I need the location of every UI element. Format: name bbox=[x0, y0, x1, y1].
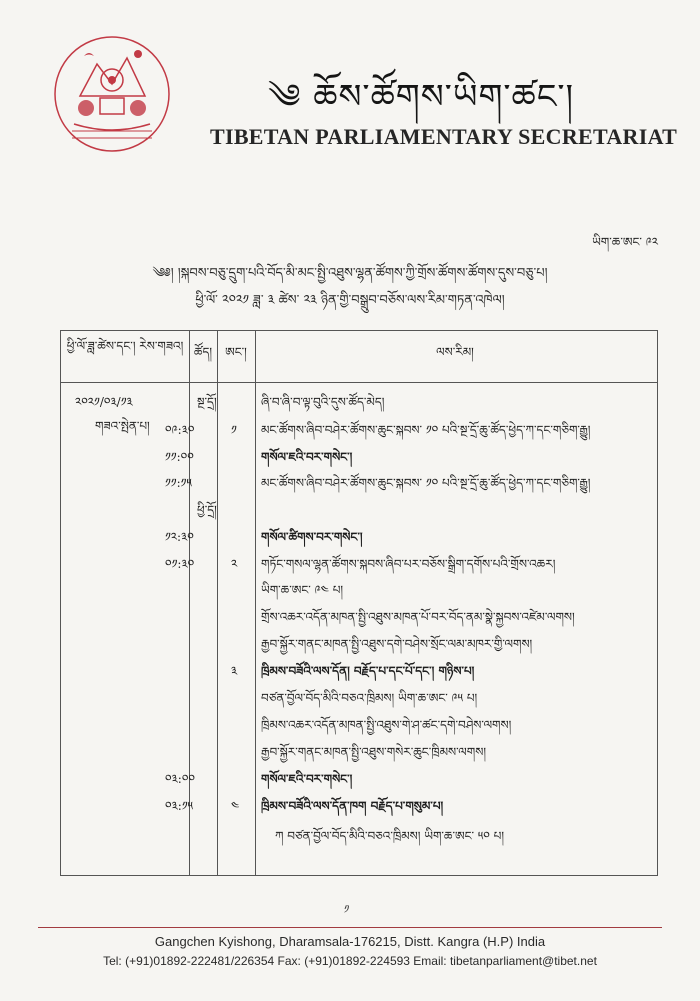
time-cell: ༠༡:༣༠ bbox=[165, 557, 195, 571]
document-heading: ༄༅། །སྐབས་བཅུ་དྲུག་པའི་བོད་མི་མང་སྤྱི་འཐུས་ལྷན་ཚོགས་ཀྱི་གྲོས་ཚོགས་ཚོགས་དུས་བཅུ་པ། bbox=[152, 266, 548, 281]
time-cell: ༠༣:༡༥ bbox=[165, 799, 193, 813]
agenda-line: མང་ཚོགས་ཞིབ་བཤེར་ཚོགས་ཆུང་སྐབས་ ༡༠ པའི་སྔ་དྲོ་ཆུ་ཚོད་ཕྱེད་ཀ་དང་གཅིག་རྒྱུ། bbox=[261, 476, 591, 490]
agenda-line: ཁྲིམས་བཟོའི་ལས་དོན་ཁག བརྗོད་པ་གསུམ་པ། bbox=[261, 799, 444, 813]
time-cell: ༠༣:༠༠ bbox=[165, 772, 195, 786]
header-divider bbox=[61, 382, 657, 383]
agenda-line: ཁྲིམས་བཟོའི་ལས་དོན། བརྗོད་པ་དང་པོ་དང་། གཉིས་པ། bbox=[261, 664, 475, 678]
agenda-line: གསོལ་ཇའི་བར་གསེང་། bbox=[261, 450, 353, 464]
agenda-line: གསོལ་ཚིགས་བར་གསེང་། bbox=[261, 530, 363, 544]
footer-divider bbox=[38, 927, 662, 928]
document-subheading: ཕྱི་ལོ་ ༢༠༢༡ ཟླ་ ༣ ཚེས་ ༢༣ ཉིན་གྱི་བསྒྲུབ་བཅོས་ལས་རིམ་གཏན་འཁེལ། bbox=[195, 293, 505, 308]
item-number: ༢ bbox=[231, 557, 238, 571]
agenda-line: ཞི་བ་ཞི་བ་ལྟ་བུའི་དུས་ཚོད་མེད། bbox=[261, 395, 385, 409]
time-cell: ༡༢:༣༠ bbox=[165, 530, 194, 544]
agenda-line: གྲོས་འཆར་འདོན་མཁན་སྤྱི་འཐུས་མཁན་པོ་བར་བོད་ནམ་སྣེ་སྐྱབས་འཛེམ་ལགས། bbox=[261, 610, 575, 624]
reference-number: ཡིག་ཆ་ཨང་ ༩༢ bbox=[592, 235, 658, 249]
time-cell: ༡༡:༠༠ bbox=[165, 450, 194, 464]
date-value: ༢༠༢༡/༠༣/༡༣ bbox=[75, 395, 133, 409]
seal-icon bbox=[52, 34, 172, 154]
column-divider bbox=[217, 331, 218, 875]
agenda-table bbox=[60, 330, 658, 876]
agenda-line: ཡིག་ཆ་ཨང་ ༩༤ པ། bbox=[261, 583, 344, 597]
agenda-line: མང་ཚོགས་ཞིབ་བཤེར་ཚོགས་ཆུང་སྐབས་ ༡༠ པའི་སྔ་དྲོ་ཆུ་ཚོད་ཕྱེད་ཀ་དང་གཅིག་རྒྱུ། bbox=[261, 423, 591, 437]
time-cell: ༡༡:༡༥ bbox=[165, 476, 192, 490]
day-value: གཟའ་སྤེན་པ། bbox=[95, 419, 150, 433]
agenda-line: རྒྱབ་སྐྱོར་གནང་མཁན་སྤྱི་འཐུས་དགེ་བཤེས་སྲོང་ལམ་མཁར་གྱི་ལགས། bbox=[261, 637, 533, 651]
agenda-line: ཀ བཙན་བྱོལ་བོད་མིའི་བཅའ་ཁྲིམས། ཡིག་ཆ་ཨང་ ༥༠ པ། bbox=[275, 829, 504, 843]
agenda-line: བཙན་བྱོལ་བོད་མིའི་བཅའ་ཁྲིམས། ཡིག་ཆ་ཨང་ ༩༥ པ། bbox=[261, 691, 478, 705]
item-number: ༤ bbox=[231, 799, 240, 813]
header-agenda: ལས་རིམ། bbox=[436, 345, 474, 359]
item-number: ༡ bbox=[231, 423, 237, 437]
agenda-line: གསོལ་ཇའི་བར་གསེང་། bbox=[261, 772, 353, 786]
item-number: ༣ bbox=[231, 664, 238, 678]
tibetan-title: ༄ ཆོས་ཚོགས་ཡིག་ཚང་། bbox=[268, 77, 575, 117]
agenda-line: རྒྱབ་སྐྱོར་གནང་མཁན་སྤྱི་འཐུས་གསེར་ཆུང་ཁྲིམས་ལགས། bbox=[261, 745, 486, 759]
agenda-line: གཏོང་གསལ་ལྷན་ཚོགས་སྐབས་ཞིབ་པར་བཅོས་སྒྲིག་དགོས་པའི་གྲོས་འཆར། bbox=[261, 557, 556, 571]
emblem-logo bbox=[52, 34, 172, 154]
agenda-line: ཁྲིམས་འཆར་འདོན་མཁན་སྤྱི་འཐུས་གེ་ཤ་ཚང་དགེ་བཤེས་ལགས། bbox=[261, 718, 512, 732]
morning-label: སྔ་དྲོ། bbox=[197, 395, 217, 409]
afternoon-label: ཕྱི་དྲོ། bbox=[197, 503, 217, 517]
page-number: ༡ bbox=[344, 903, 350, 916]
column-divider bbox=[255, 331, 256, 875]
time-cell: ༠༩:༣༠ bbox=[165, 423, 195, 437]
english-title: TIBETAN PARLIAMENTARY SECRETARIAT bbox=[210, 124, 678, 149]
header-number: ཨང་། bbox=[225, 345, 247, 359]
footer-address: Gangchen Kyishong, Dharamsala-176215, Distt. Kangra (H.P) India bbox=[154, 934, 546, 949]
header-date: ཕྱི་ལོ་ཟླ་ཚེས་དང་། རེས་གཟའ། bbox=[66, 339, 184, 353]
footer-contact: Tel: (+91)01892-222481/226354 Fax: (+91)01892-224593 Email: tibetanparliament@tibet.net bbox=[103, 954, 597, 968]
header-time: ཚོད། bbox=[193, 345, 213, 359]
